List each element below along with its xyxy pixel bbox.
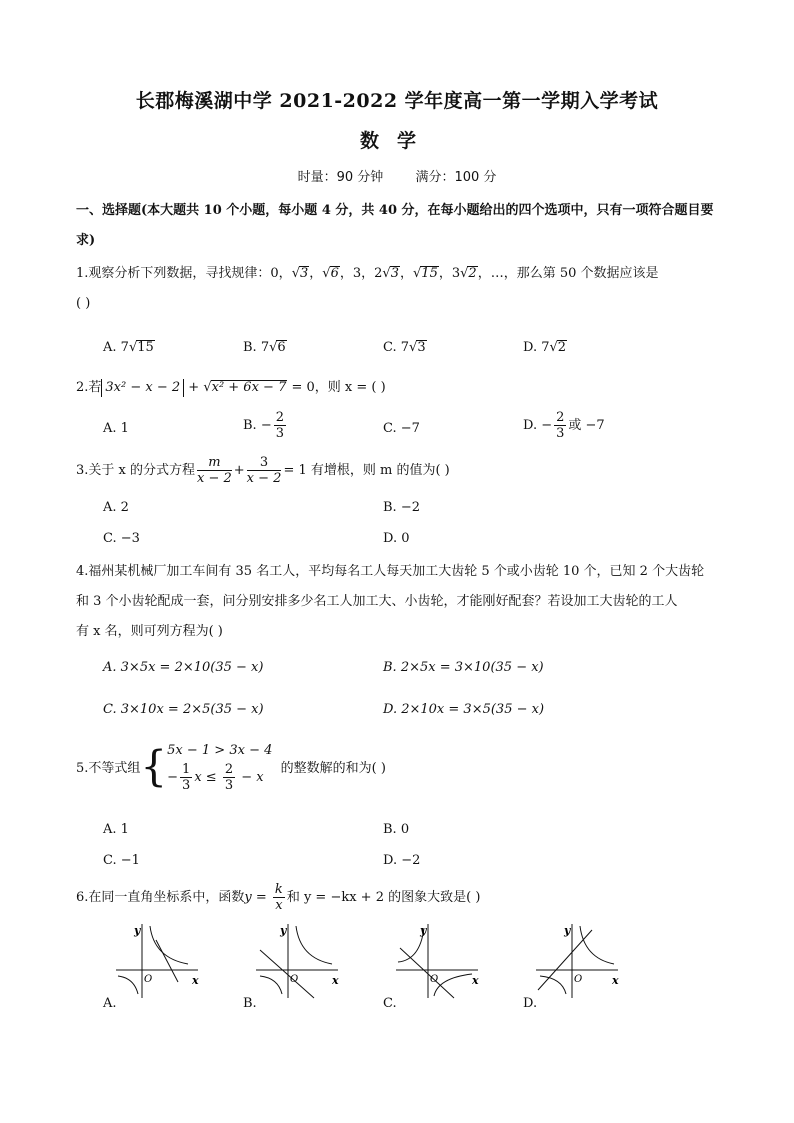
q1-option-a[interactable]: A. 7√15 [103,340,154,355]
svg-text:y: y [134,924,141,937]
svg-text:O: O [144,974,153,985]
q4-option-c[interactable]: C. 3×10x = 2×5(35 − x) [103,702,264,717]
section-heading: 一、选择题(本大题共 10 个小题，每小题 4 分，共 40 分，在每小题给出的四个选项中，只有一项符合题目要求) [76,203,714,248]
q1-stem-b: ，那么第 50 个数据应该是 [503,266,659,281]
svg-text:O: O [290,974,299,985]
question-1: 1.观察分析下列数据，寻找规律：0，√3，√6，3，2√3，√15，3√2，…，那么第 50 个数据应该是 ( ) [76,266,659,311]
q5-option-b[interactable]: B. 0 [383,822,410,837]
svg-text:y: y [564,924,571,937]
q2-option-c[interactable]: C. −7 [383,421,420,436]
q6-option-d[interactable]: D. [523,996,538,1011]
q3-option-b[interactable]: B. −2 [383,500,420,515]
q1-option-c[interactable]: C. 7√3 [383,340,426,355]
svg-text:x: x [192,974,199,987]
q4-line-2: 和 3 个小齿轮配成一套，问分别安排多少名工人加工大、小齿轮，才能刚好配套？若设加工大齿轮的工人 [76,594,678,609]
svg-text:y: y [280,924,287,937]
q4-option-b[interactable]: B. 2×5x = 3×10(35 − x) [383,660,544,675]
question-4 [76,557,726,647]
svg-text:O: O [430,974,439,985]
q1-option-b[interactable]: B. 7√6 [243,340,286,355]
q6-option-a[interactable]: A. [103,996,117,1011]
q1-option-d[interactable]: D. 7√2 [523,340,567,355]
q1-paren: ( ) [76,296,91,311]
question-6: 6.在同一直角坐标系中，函数y = $\frac{k}{x}$ 和 y = −kx + 2 的图象大致是( ) [76,882,481,913]
question-3: 3.关于 x 的分式方程 $\frac{m}{x - 2}$ + $\frac{3}{x - 2}$ = 1 有增根，则 m 的值为( ) [76,455,450,486]
q5-option-d[interactable]: D. −2 [383,853,421,868]
q2-suffix: ，则 x = ( ) [314,380,386,395]
q5-option-c[interactable]: C. −1 [103,853,140,868]
q4-line-3: 有 x 名，则可列方程为( ) [76,624,223,639]
q4-line-1: 4.福州某机械厂加工车间有 35 名工人，平均每名工人每天加工大齿轮 5 个或小齿轮 10 个，已知 2 个大齿轮 [76,564,705,579]
q6-option-b[interactable]: B. [243,996,257,1011]
q4-option-d[interactable]: D. 2×10x = 3×5(35 − x) [383,702,545,717]
q2-option-b[interactable]: B. − $\frac{2}{3}$ [243,410,284,441]
question-2: 2.若 3x² − x − 2 + √x² + 6x − 7 = 0，则 x = ( ) [76,380,386,395]
q4-option-a[interactable]: A. 3×5x = 2×10(35 − x) [103,660,264,675]
q5-prefix: 5.不等式组 [76,761,141,776]
q3-option-c[interactable]: C. −3 [103,531,140,546]
q6-option-c[interactable]: C. [383,996,397,1011]
q3-option-d[interactable]: D. 0 [383,531,410,546]
q3-prefix: 3.关于 x 的分式方程 [76,463,195,478]
q1-stem-a: 1.观察分析下列数据，寻找规律：0， [76,266,292,281]
graph-b [252,920,342,1000]
graph-d [532,920,622,1000]
q2-option-d[interactable]: D. − $\frac{2}{3}$ 或 −7 [523,410,605,441]
q3-option-a[interactable]: A. 2 [103,500,129,515]
q5-option-a[interactable]: A. 1 [103,822,129,837]
exam-time: 时量：90 分钟 [297,170,384,185]
question-5: 5.不等式组{ 5x − 1 > 3x − 4 − $\frac{1}{3}$ x ≤ $\frac{2}{3}$ − x 的整数解的和为( ) [76,741,386,793]
graph-a [112,920,202,1000]
svg-text:O: O [574,974,583,985]
q2-prefix: 2.若 [76,380,102,395]
exam-subject: 数学 [359,130,434,152]
svg-text:x: x [612,974,619,987]
q3-suffix: = 1 有增根，则 m 的值为( ) [283,463,450,478]
svg-text:y: y [420,924,427,937]
svg-text:x: x [472,974,479,987]
svg-text:x: x [332,974,339,987]
q5-row-1: 5x − 1 > 3x − 4 [167,743,273,758]
exam-title: 长郡梅溪湖中学 2021-2022 学年度高一第一学期入学考试 [135,90,659,112]
q6-mid: 和 y = −kx + 2 的图象大致是( ) [286,890,481,905]
q2-option-a[interactable]: A. 1 [103,421,129,436]
q6-prefix: 6.在同一直角坐标系中，函数 [76,890,245,905]
graph-c [392,920,482,1000]
exam-meta [0,166,794,185]
exam-score: 满分：100 分 [415,170,497,185]
q5-suffix: 的整数解的和为( ) [280,761,386,776]
